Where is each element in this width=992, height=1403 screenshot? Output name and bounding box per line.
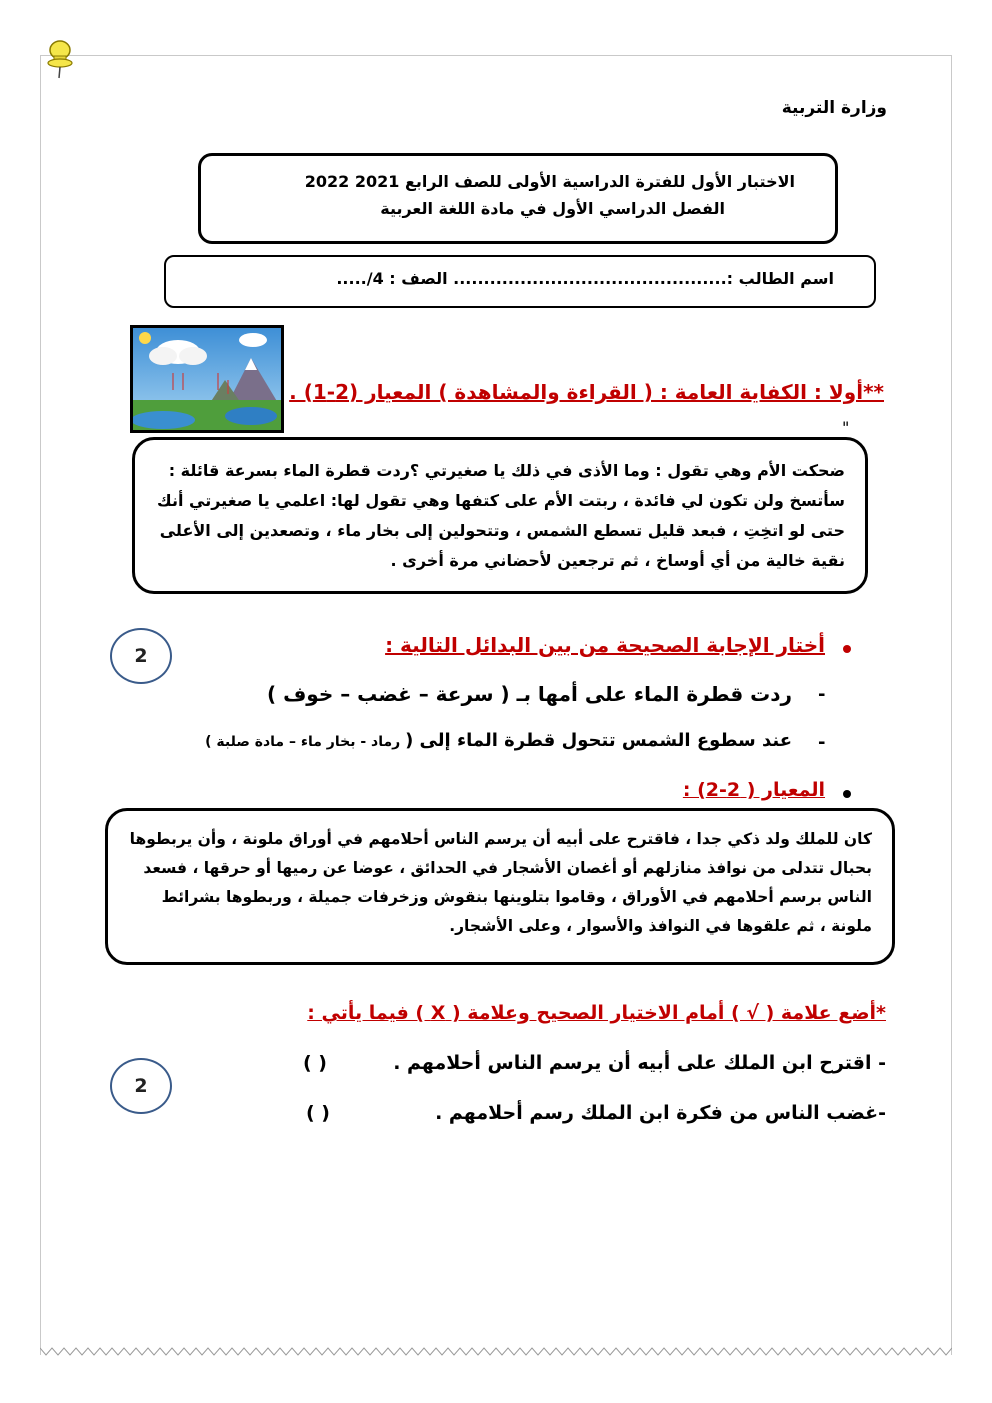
reading-passage-2 [105,808,895,965]
question1-item1[interactable]: ردت قطرة الماء على أمها بـ ( سرعة – غضب – خوف ) [266,682,792,706]
answer-blank-1[interactable]: ( ) [303,1052,327,1074]
stray-quote-mark: " [842,418,850,437]
dash-marker: - [818,684,826,705]
exam-title-line1: الاختبار الأول للفترة الدراسية الأولى للصف الرابع 2021 2022 [304,172,795,191]
bullet-icon [843,645,851,653]
question1-item2[interactable] [205,730,792,751]
question1-heading: أختار الإجابة الصحيحة من بين البدائل التالية : [385,633,825,657]
passage2-line: كان للملك ولد ذكي جدا ، فاقترح على أبيه أن يرسم الناس أحلامهم في أوراق ملونة ، وأن يربطوها [129,830,872,848]
pushpin-icon [40,38,80,80]
bullet-icon [843,790,851,798]
student-name-field[interactable]: اسم الطالب :............................................. الصف : 4/..... [336,269,834,288]
ministry-label: وزارة التربية [781,98,887,118]
passage2-line: بحبال تتدلى من نوافذ منازلهم أو أغصان الأشجار في الحدائق ، عوضا عن رميها أو حرقها ، فسعد [143,859,872,877]
passage1-line: حتى لو اتخِتِ ، فبعد قليل تسطع الشمس ، وتتحولين إلى بخار ماء ، وتصعدين إلى الأعلى [159,521,845,540]
question1-item2-options: رماد - بخار ماء – مادة صلبة ) [205,734,406,750]
score-badge-q2: 2 [110,1058,172,1114]
question2-item2: -غضب الناس من فكرة ابن الملك رسم أحلامهم . [435,1102,886,1124]
passage2-line: الناس برسم أحلامهم في الأوراق ، وقاموا بتلوينها بنقوش وزخرفات جميلة ، وربطوها بشرائط [161,888,872,906]
question2-item1: - اقترح ابن الملك على أبيه أن يرسم الناس أحلامهم . [393,1052,886,1074]
exam-title-box [198,153,838,244]
passage1-line: ضحكت الأم وهي تقول : وما الأذى في ذلك يا صغيرتي ؟ردت قطرة الماء بسرعة قائلة : [168,461,845,480]
water-cycle-picture [130,325,284,433]
passage2-line: ملونة ، ثم علقوها في النوافذ والأسوار ، وعلى الأشجار. [449,917,872,935]
question2-heading: *أضع علامة ( √ ) أمام الاختيار الصحيح وعلامة ( X ) فيما يأتي : [307,1002,886,1024]
answer-blank-2[interactable]: ( ) [306,1102,330,1124]
page-bottom-border [40,1346,952,1358]
student-info-box [164,255,876,308]
question1-item2-stem: عند سطوع الشمس تتحول قطرة الماء إلى ( [405,730,792,751]
reading-passage-1 [132,437,868,594]
exam-title-line2: الفصل الدراسي الأول في مادة اللغة العربية [380,199,725,218]
passage1-line: نقية خالية من أي أوساخ ، ثم ترجعين لأحضاني مرة أخرى . [390,551,845,570]
dash-marker: - [818,732,826,753]
passage1-line: سأتسخ ولن تكون لي فائدة ، ربتت الأم على كتفها وهي تقول لها: اعلمي يا صغيرتي أنك [157,491,845,510]
section1-heading: **أولا : الكفاية العامة : ( القراءة والمشاهدة ) المعيار (2-1) . [289,380,884,404]
score-badge-q1: 2 [110,628,172,684]
section2-heading: المعيار ( 2-2) : [682,779,825,801]
